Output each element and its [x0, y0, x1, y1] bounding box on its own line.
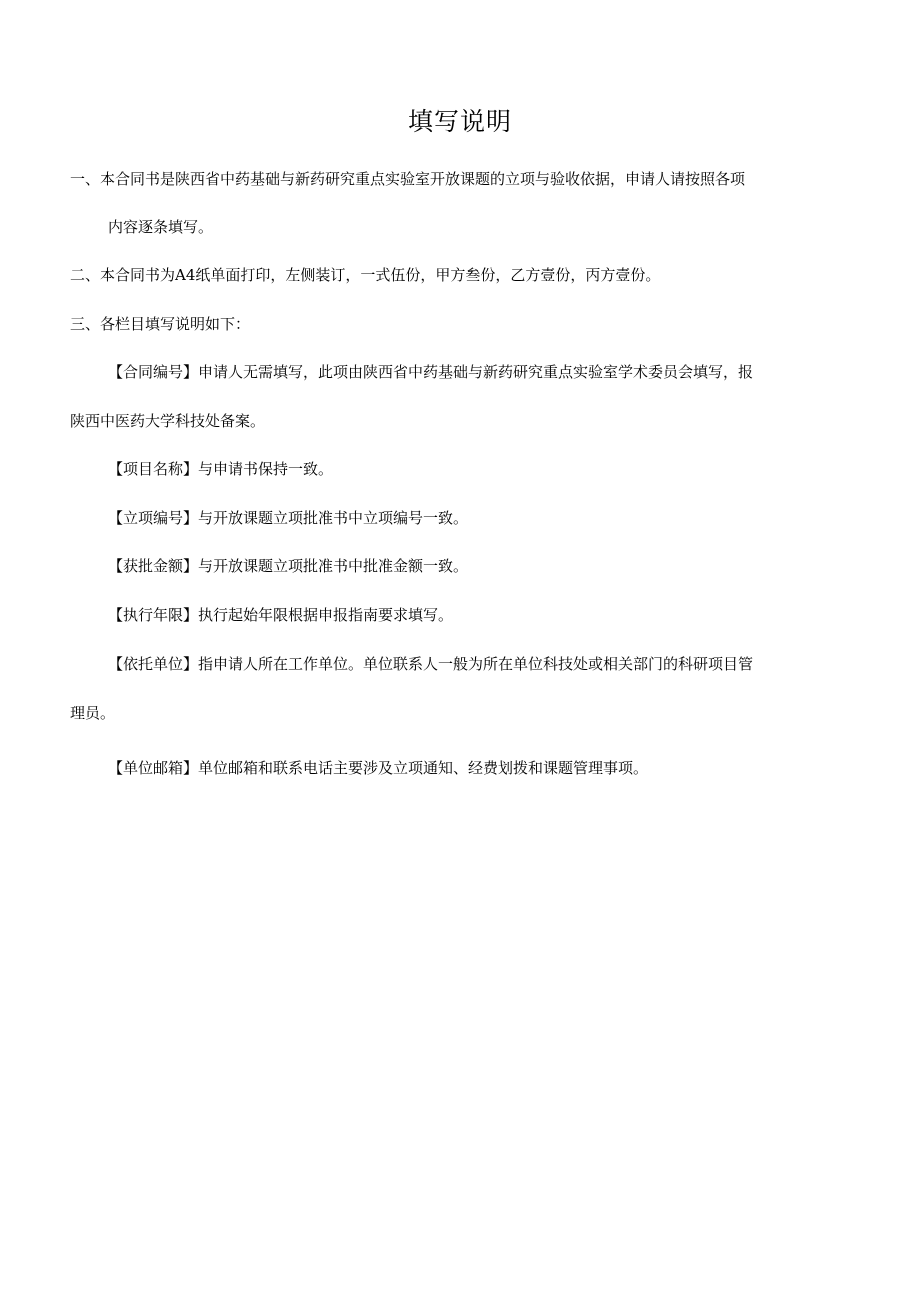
field-host-unit-line-1: 【依托单位】指申请人所在工作单位。单位联系人一般为所在单位科技处或相关部门的科研项目管: [108, 655, 754, 673]
instruction-item-3: 三、各栏目填写说明如下：: [70, 315, 251, 333]
field-execution-period: 【执行年限】执行起始年限根据申报指南要求填写。: [108, 606, 454, 624]
field-project-name: 【项目名称】与申请书保持一致。: [108, 460, 334, 478]
instruction-item-1-line-2: 内容逐条填写。: [108, 218, 214, 236]
field-approved-amount: 【获批金额】与开放课题立项批准书中批准金额一致。: [108, 557, 469, 575]
field-host-unit-line-2: 理员。: [70, 704, 116, 722]
field-contract-number-line-1: 【合同编号】申请人无需填写，此项由陕西省中药基础与新药研究重点实验室学术委员会填写，报: [108, 363, 754, 381]
instruction-item-1-line-1: 一、本合同书是陕西省中药基础与新药研究重点实验室开放课题的立项与验收依据，申请人请按照各项: [70, 170, 746, 188]
page-title: 填写说明: [407, 107, 512, 136]
field-unit-email: 【单位邮箱】单位邮箱和联系电话主要涉及立项通知、经费划拨和课题管理事项。: [108, 759, 649, 777]
field-contract-number-line-2: 陕西中医药大学科技处备案。: [70, 412, 266, 430]
field-approval-number: 【立项编号】与开放课题立项批准书中立项编号一致。: [108, 509, 469, 527]
instruction-item-2: 二、本合同书为A4纸单面打印，左侧装订，一式伍份，甲方叁份，乙方壹份，丙方壹份。: [70, 266, 661, 284]
